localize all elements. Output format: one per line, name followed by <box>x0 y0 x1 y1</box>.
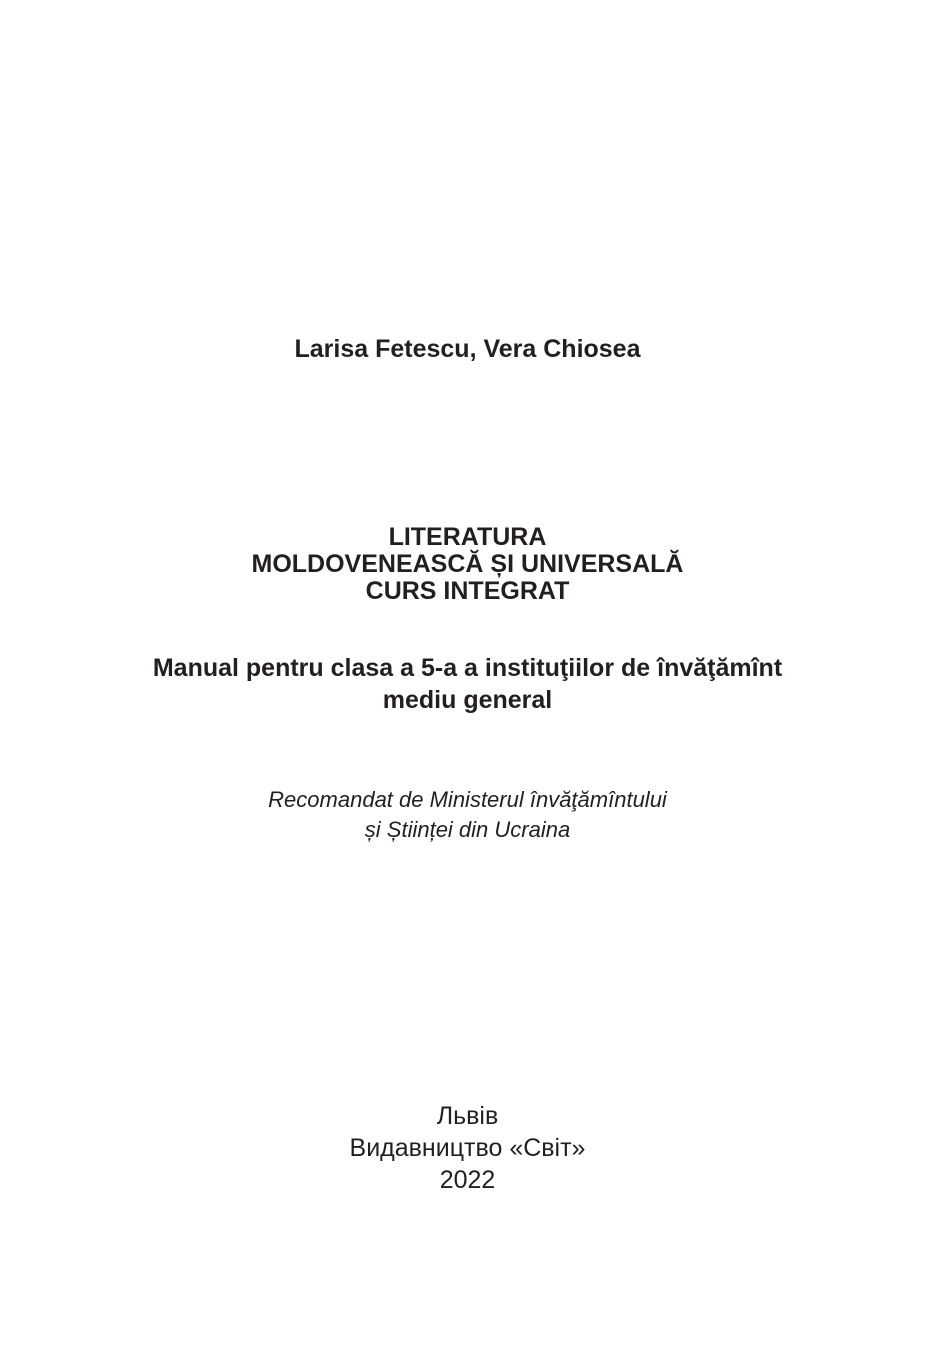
book-title <box>0 524 935 605</box>
subtitle-line-2: mediu general <box>382 686 553 714</box>
recommendation-line-1: Recomandat de Ministerul învăţămîntului <box>268 787 667 812</box>
title-line-2: MOLDOVENEASCĂ ȘI UNIVERSALĂ <box>251 550 684 578</box>
imprint-year: 2022 <box>439 1166 496 1194</box>
authors-line <box>0 333 935 365</box>
recommendation-line-2: și Științei din Ucraina <box>364 817 571 842</box>
title-line-1: LITERATURA <box>388 523 547 551</box>
subtitle-line-1: Manual pentru clasa a 5-a a instituţiilor de învăţămînt <box>152 654 783 682</box>
imprint-publisher: Видавництво «Світ» <box>349 1134 586 1162</box>
book-subtitle <box>0 652 935 716</box>
recommendation-note <box>0 785 935 845</box>
publisher-imprint <box>0 1100 935 1196</box>
title-line-3: CURS INTEGRAT <box>365 577 570 605</box>
authors-text: Larisa Fetescu, Vera Chiosea <box>294 335 641 363</box>
imprint-city: Львів <box>436 1102 499 1130</box>
